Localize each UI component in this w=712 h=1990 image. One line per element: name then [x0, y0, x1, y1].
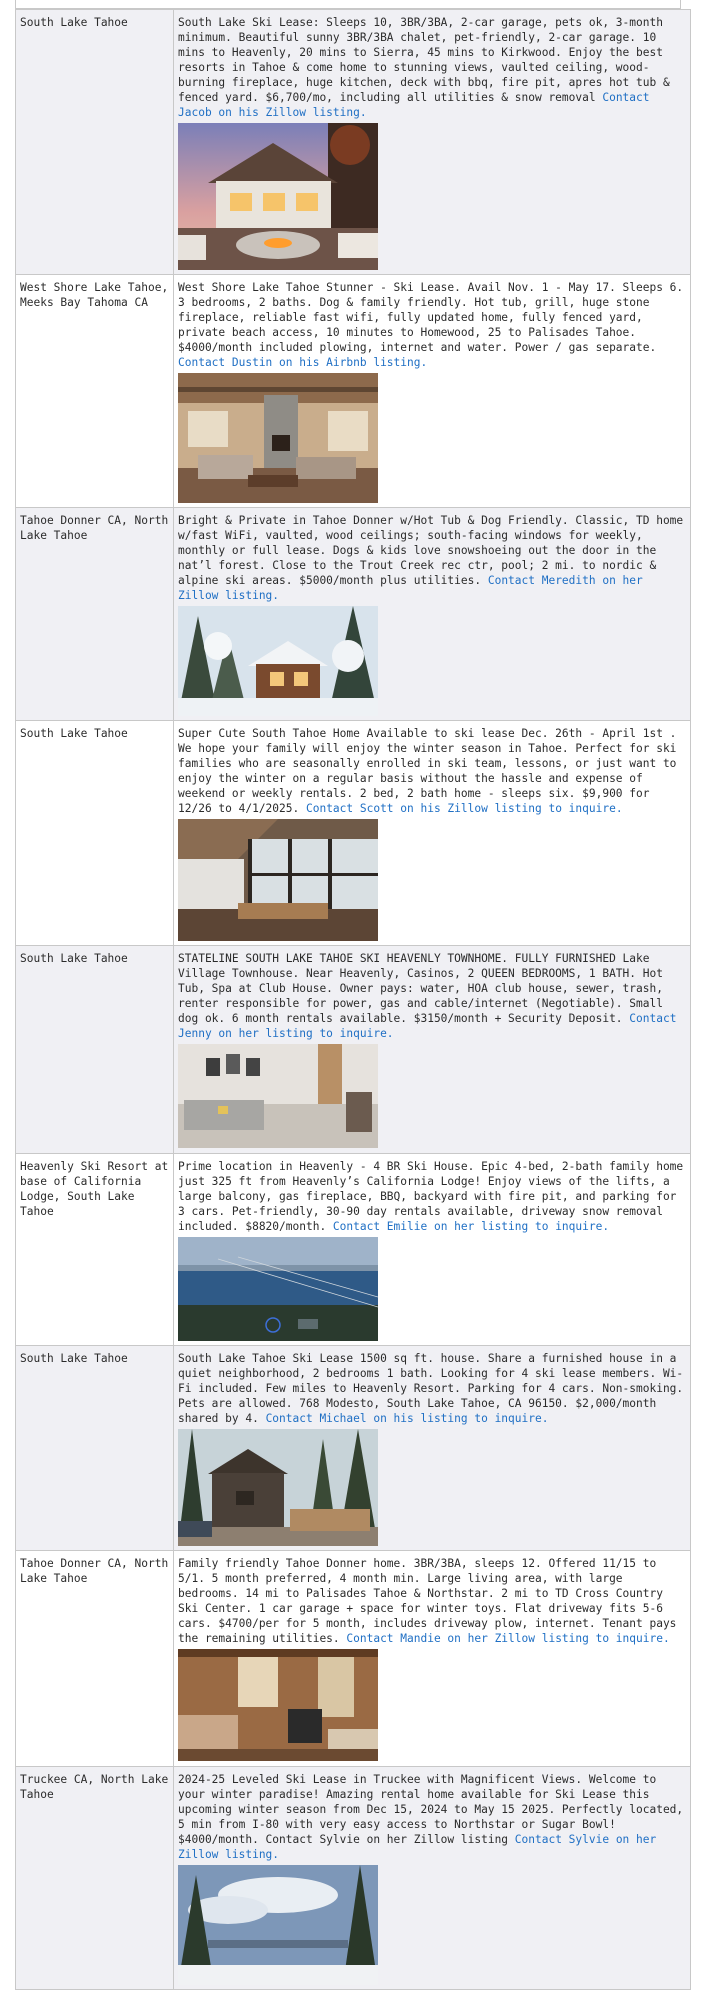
contact-link[interactable]: Contact Meredith on her Zillow listing. — [178, 574, 643, 602]
listing-description: Prime location in Heavenly - 4 BR Ski House. Epic 4-bed, 2-bath family home just 325 ft from Heavenly’s California Lodge! Enjoy views of the lifts, a large balcony, gas fireplace, BBQ, backyard with fire pit, and parking for 3 cars. Pet-friendly, 30-90 day rentals available, driveway snow removal included. $8820/month. — [178, 1160, 684, 1233]
listing-details — [174, 1551, 691, 1767]
table-top-edge — [15, 0, 681, 9]
table-row — [16, 275, 691, 508]
listing-description: STATELINE SOUTH LAKE TAHOE SKI HEAVENLY TOWNHOME. FULLY FURNISHED Lake Village Townhouse. Near Heavenly, Casinos, 2 QUEEN BEDROOMS, 1 BATH. Hot Tub, Spa at Club House. Owner pays: water, HOA club house, sewer, trash, renter responsible for power, gas and cable/internet (Negotiable). Small dog ok. 6 month rentals available. $3150/month + Security Deposit. — [178, 952, 663, 1025]
listing-description: South Lake Ski Lease: Sleeps 10, 3BR/3BA, 2-car garage, pets ok, 3-month minimum. Beautiful sunny 3BR/3BA chalet, pet-friendly, 2-car garage. 10 mins to Heavenly, 20 mins to Sierra, 45 mins to Kirkwood. Enjoy the best resorts in Tahoe & come home to stunning views, vaulted ceiling, wood-burning fireplace, huge kitchen, deck with bbq, fire pit, apres hot tub & fenced yard. $6,700/mo, including all utilities & snow removal — [178, 16, 670, 104]
listing-location: Tahoe Donner CA, North Lake Tahoe — [16, 508, 174, 721]
contact-link[interactable]: Contact Emilie on her listing to inquire. — [332, 1220, 610, 1233]
contact-link[interactable]: Contact Jenny on her listing to inquire. — [178, 1012, 677, 1040]
table-row — [16, 1154, 691, 1346]
listing-location: South Lake Tahoe — [16, 946, 174, 1154]
listing-location: Tahoe Donner CA, North Lake Tahoe — [16, 1551, 174, 1767]
table-row — [16, 508, 691, 721]
listing-photo — [178, 373, 378, 503]
ski-lease-listings-table — [15, 9, 691, 1990]
listing-details — [174, 1154, 691, 1346]
table-row — [16, 946, 691, 1154]
table-row — [16, 10, 691, 275]
listing-photo — [178, 1044, 378, 1148]
listing-description: Bright & Private in Tahoe Donner w/Hot Tub & Dog Friendly. Classic, TD home w/fast WiFi, vaulted, wood ceilings; south-facing windows for weekly, monthly or full lease. Dogs & kids love snowshoeing out the door in the nat’l forest. Close to the Trout Creek rec ctr, pool; 2 mi. to nordic & alpine ski areas. $5000/month plus utilities. — [178, 514, 684, 587]
contact-link[interactable]: Contact Sylvie on her Zillow listing. — [178, 1833, 657, 1861]
listing-description: South Lake Tahoe Ski Lease 1500 sq ft. house. Share a furnished house in a quiet neighborhood, 2 bedrooms 1 bath. Looking for 4 ski lease members. Wi-Fi included. Few miles to Heavenly Resort. Parking for 4 cars. Non-smoking. Pets are allowed. 768 Modesto, South Lake Tahoe, CA 96150. $2,000/month shared by 4. — [178, 1352, 684, 1425]
listing-details — [174, 10, 691, 275]
table-row — [16, 721, 691, 946]
listing-photo — [178, 1237, 378, 1341]
table-row — [16, 1551, 691, 1767]
contact-link[interactable]: Contact Mandie on her Zillow listing to inquire. — [346, 1632, 670, 1645]
contact-link[interactable]: Contact Dustin on his Airbnb listing. — [178, 356, 428, 369]
listing-description: Super Cute South Tahoe Home Available to ski lease Dec. 26th - April 1st . We hope your family will enjoy the winter season in Tahoe. Perfect for ski families who are seasonally enrolled in ski team, lessons, or just want to enjoy the winter on a regular basis without the hassle and expense of weekend or weekly rentals. 2 bed, 2 bath home - sleeps six. $9,900 for 12/26 to 4/1/2025. — [178, 727, 677, 815]
listing-photo — [178, 1865, 378, 1985]
listing-photo — [178, 819, 378, 941]
listing-photo — [178, 1649, 378, 1761]
listing-location: South Lake Tahoe — [16, 10, 174, 275]
listing-details — [174, 946, 691, 1154]
table-row — [16, 1346, 691, 1551]
listing-location: Truckee CA, North Lake Tahoe — [16, 1767, 174, 1990]
listing-details — [174, 508, 691, 721]
listing-location: Heavenly Ski Resort at base of California Lodge, South Lake Tahoe — [16, 1154, 174, 1346]
listing-location: South Lake Tahoe — [16, 1346, 174, 1551]
listing-details — [174, 275, 691, 508]
listing-description: Family friendly Tahoe Donner home. 3BR/3BA, sleeps 12. Offered 11/15 to 5/1. 5 month preferred, 4 month min. Large living area, with large bedrooms. 14 mi to Palisades Tahoe & Northstar. 2 mi to TD Cross Country Ski Center. 1 car garage + space for winter toys. Flat driveway fits 5-6 cars. $4700/per for 5 month, includes driveway plow, internet. Tenant pays the remaining utilities. — [178, 1557, 677, 1645]
listing-description: 2024-25 Leveled Ski Lease in Truckee with Magnificent Views. Welcome to your winter paradise! Amazing rental home available for Ski Lease this upcoming winter season from Dec 15, 2024 to May 15 2025. Perfectly located, 5 min from I-80 with very easy access to Northstar or Sugar Bowl! $4000/month. Contact Sylvie on her Zillow listing — [178, 1773, 684, 1846]
listing-photo — [178, 606, 378, 716]
listing-location: South Lake Tahoe — [16, 721, 174, 946]
listing-photo — [178, 123, 378, 270]
listing-details — [174, 721, 691, 946]
contact-link[interactable]: Contact Michael on his listing to inquire. — [265, 1412, 549, 1425]
contact-link[interactable]: Contact Jacob on his Zillow listing. — [178, 91, 650, 119]
table-row — [16, 1767, 691, 1990]
listing-details — [174, 1767, 691, 1990]
listing-location: West Shore Lake Tahoe, Meeks Bay Tahoma CA — [16, 275, 174, 508]
listing-photo — [178, 1429, 378, 1546]
listing-details — [174, 1346, 691, 1551]
contact-link[interactable]: Contact Scott on his Zillow listing to inquire. — [305, 802, 623, 815]
listing-description: West Shore Lake Tahoe Stunner - Ski Lease. Avail Nov. 1 - May 17. Sleeps 6. 3 bedrooms, 2 baths. Dog & family friendly. Hot tub, grill, huge stone fireplace, reliable fast wifi, fully updated home, fully fenced yard, private beach access, 10 minutes to Homewood, 25 to Palisades Tahoe. $4000/month included plowing, internet and water. Power / gas separate. — [178, 281, 684, 354]
